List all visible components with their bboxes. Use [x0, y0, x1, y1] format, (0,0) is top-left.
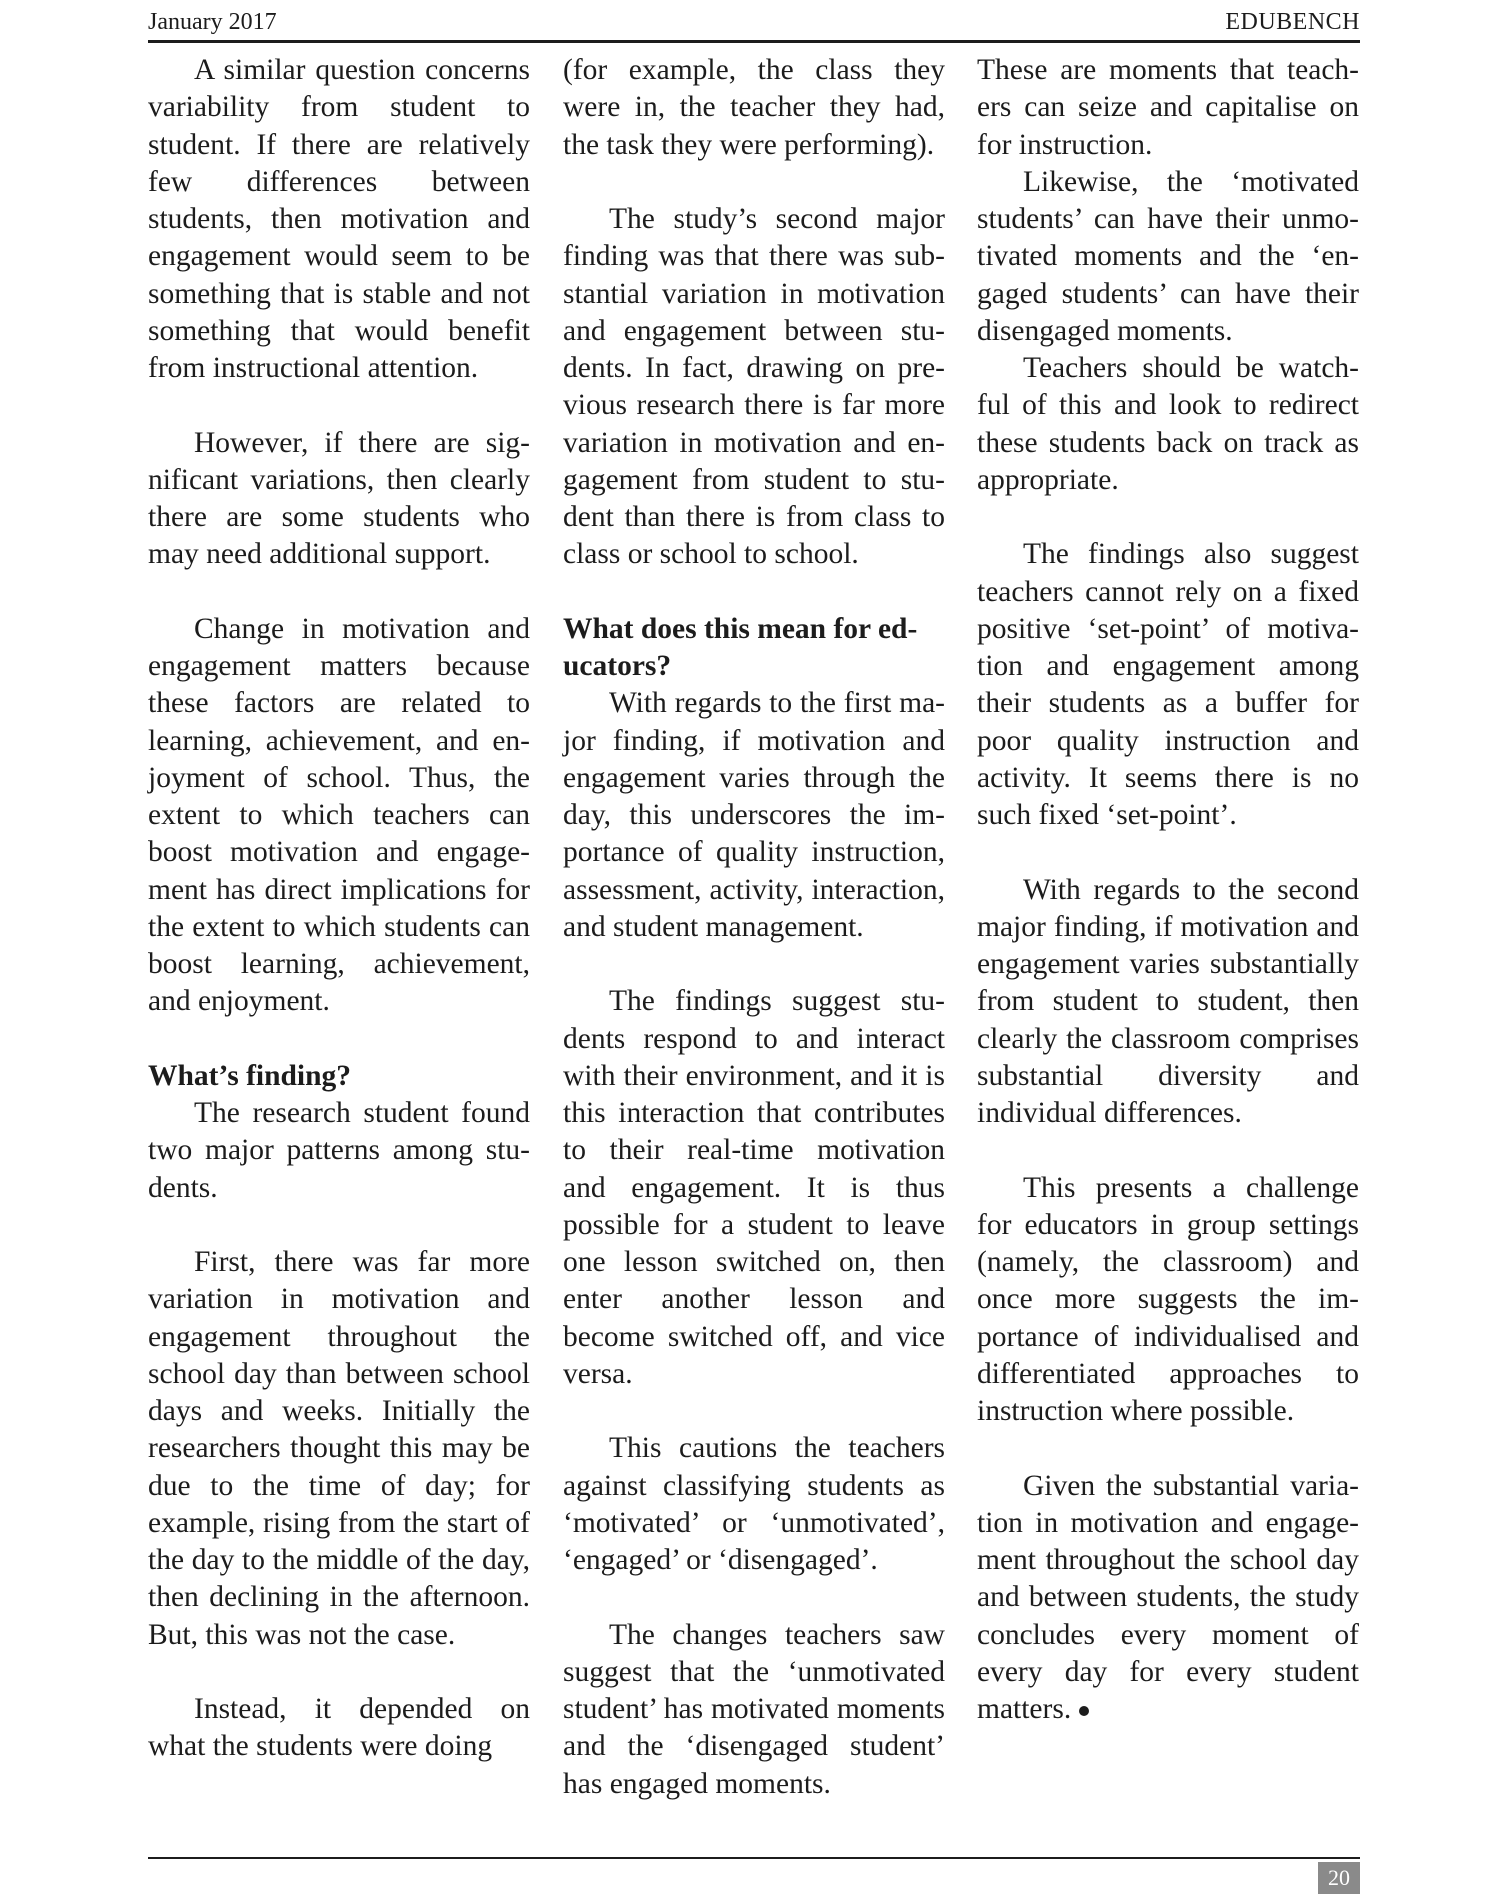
paragraph: With regards to the second major finding, if motivation and engagement varies substantially from student to student, then clearly the classroom comprises substantial diversity and individual differences. — [977, 873, 1359, 1129]
column-3 — [977, 52, 1359, 1728]
header-divider — [148, 40, 1360, 43]
paragraph: Likewise, the ‘motivated students’ can have their unmotivated moments and the ‘engaged students’ can have their disengaged moments. — [977, 165, 1359, 347]
column-1 — [148, 52, 530, 1766]
paragraph: Instead, it depended on what the students were doing — [148, 1693, 530, 1763]
paragraph: These are moments that teachers can seize and capitalise on for instruction. — [977, 54, 1359, 161]
article-body — [148, 52, 1360, 1812]
paragraph: (for example, the class they were in, the teacher they had, the task they were performing). — [563, 54, 945, 161]
page-header — [148, 8, 1360, 38]
publication-name: EDUBENCH — [1225, 9, 1360, 35]
section-heading-finding: What’s finding? — [148, 1059, 351, 1092]
paragraph: With regards to the first major finding, if motivation and engagement varies through the day, this underscores the importance of quality instruction, assessment, activity, interaction, and student management. — [563, 687, 945, 943]
issue-date: January 2017 — [148, 9, 277, 35]
paragraph: The changes teachers saw suggest that the ‘unmotivated student’ has motivated moments and the ‘disengaged student’ has engaged moments. — [563, 1618, 945, 1800]
end-of-article-bullet-icon — [1079, 1706, 1089, 1716]
paragraph: However, if there are significant variations, then clearly there are some students who may need additional support. — [148, 426, 530, 571]
paragraph: The findings also suggest teachers cannot rely on a fixed positive ‘set-point’ of motivation and engagement among their students as a buffer for poor quality instruction and activity. It seems there is no such fixed ‘set-point’. — [977, 538, 1359, 831]
paragraph: This presents a challenge for educators in group settings (namely, the classroom) and once more suggests the importance of individualised and differentiated approaches to instruction where possible. — [977, 1171, 1359, 1427]
paragraph: Change in motivation and engagement matters because these factors are related to learning, achievement, and enjoyment of school. Thus, the extent to which teachers can boost motivation and engagement has direct implications for the extent to which students can boost learning, achievement, and enjoyment. — [148, 612, 530, 1018]
paragraph: The research student found two major patterns among students. — [148, 1097, 530, 1204]
footer-divider — [148, 1857, 1360, 1859]
paragraph: First, there was far more variation in motivation and engagement throughout the school day than between school days and weeks. Initially the researchers thought this may be due to the time of day; for example, rising from the start of the day to the middle of the day, then declining in the afternoon. But, this was not the case. — [148, 1246, 530, 1651]
section-heading-educators: What does this mean for educators? — [563, 612, 918, 682]
page-number-badge: 20 — [1318, 1862, 1360, 1894]
column-2 — [563, 52, 945, 1803]
final-paragraph-text: Given the substantial variation in motivation and engagement throughout the school day and between students, the study concludes every moment of every day for every student matters. — [977, 1469, 1359, 1725]
paragraph-final — [977, 1468, 1359, 1729]
paragraph: The study’s second major finding was that there was substantial variation in motivation and engagement between students. In fact, drawing on previous research there is far more variation in motivation and engagement from student to student than there is from class to class or school to school. — [563, 203, 945, 571]
paragraph: The findings suggest students respond to and interact with their environment, and it is this interaction that contributes to their real-time motivation and engagement. It is thus possible for a student to leave one lesson switched on, then enter another lesson and become switched off, and vice versa. — [563, 985, 945, 1390]
paragraph: Teachers should be watchful of this and look to redirect these students back on track as appropriate. — [977, 352, 1359, 496]
paragraph: A similar question concerns variability from student to student. If there are relatively few differences between students, then motivation and engagement would seem to be something that is stable and not something that would benefit from instructional attention. — [148, 54, 530, 384]
paragraph: This cautions the teachers against classifying students as ‘motivated’ or ‘unmotivated’, ‘engaged’ or ‘disengaged’. — [563, 1432, 945, 1576]
